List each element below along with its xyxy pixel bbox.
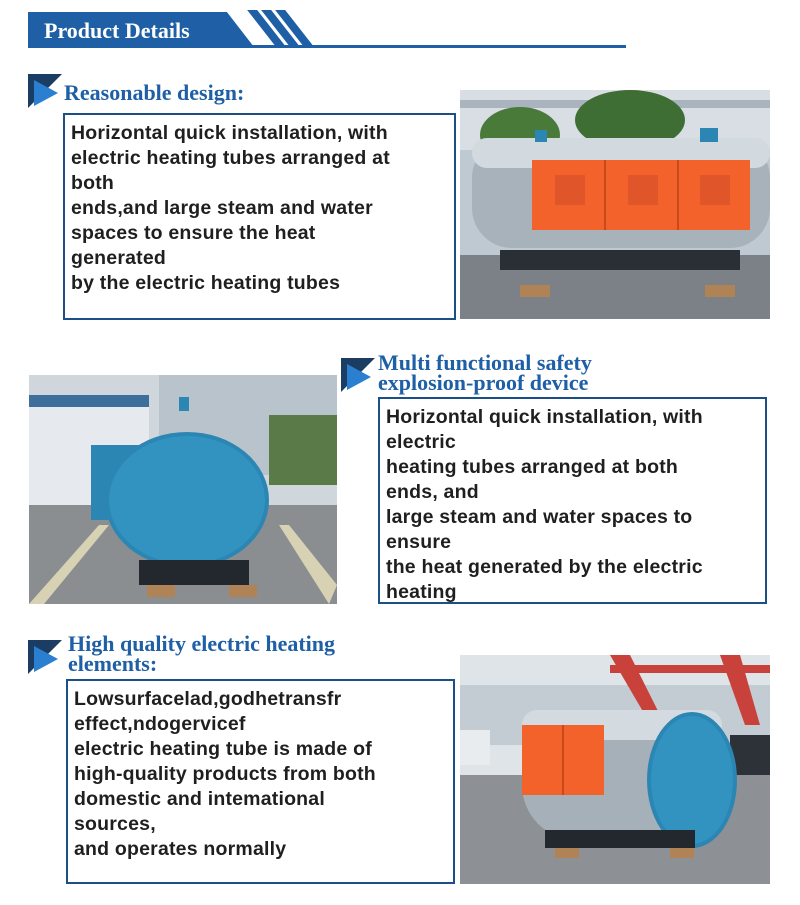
body-line: electric heating tube is made of xyxy=(74,738,372,760)
body-line: large steam and water spaces to xyxy=(386,506,693,528)
body-line: electric xyxy=(386,431,456,453)
heading-line: High quality electric heating xyxy=(68,631,336,656)
product-photo xyxy=(460,90,770,319)
product-photo xyxy=(460,655,770,884)
section-arrow-icon xyxy=(341,358,375,392)
body-line: both xyxy=(71,172,115,194)
heading-line: explosion-proof device xyxy=(378,370,589,395)
body-line: ends,and large steam and water xyxy=(71,197,373,219)
body-line: Horizontal quick installation, with xyxy=(71,122,388,144)
body-line: and operates normally xyxy=(74,838,287,860)
section-heading xyxy=(64,80,245,105)
section-heading xyxy=(68,631,336,676)
body-line: effect,ndogervicef xyxy=(74,713,246,735)
body-line: heating xyxy=(386,581,457,603)
section-text-box xyxy=(378,397,767,604)
product-photo xyxy=(29,375,337,604)
heading-line: elements: xyxy=(68,651,158,676)
section-text-box xyxy=(66,679,455,884)
body-line: ends, and xyxy=(386,481,479,503)
body-line: sources, xyxy=(74,813,156,835)
heading-line: Reasonable design: xyxy=(64,80,245,105)
body-line: electric heating tubes arranged at xyxy=(71,147,390,169)
section-text-box xyxy=(63,113,456,320)
section-arrow-icon xyxy=(28,640,62,674)
heading-line: Multi functional safety xyxy=(378,350,592,375)
section-heading xyxy=(378,350,592,395)
section-arrow-icon xyxy=(28,74,62,108)
body-line: heating tubes arranged at both xyxy=(386,456,679,478)
body-line: ensure xyxy=(386,531,452,553)
body-line: by the electric heating tubes xyxy=(71,272,341,294)
body-line: high-quality products from both xyxy=(74,763,376,785)
body-line: Horizontal quick installation, with xyxy=(386,406,703,428)
page-title: Product Details xyxy=(44,18,190,43)
body-line: Lowsurfacelad,godhetransfr xyxy=(74,688,342,710)
body-line: generated xyxy=(71,247,166,269)
body-line: spaces to ensure the heat xyxy=(71,222,316,244)
body-line: domestic and intemational xyxy=(74,788,325,810)
header-underline xyxy=(28,45,626,48)
body-line: the heat generated by the electric xyxy=(386,556,703,578)
